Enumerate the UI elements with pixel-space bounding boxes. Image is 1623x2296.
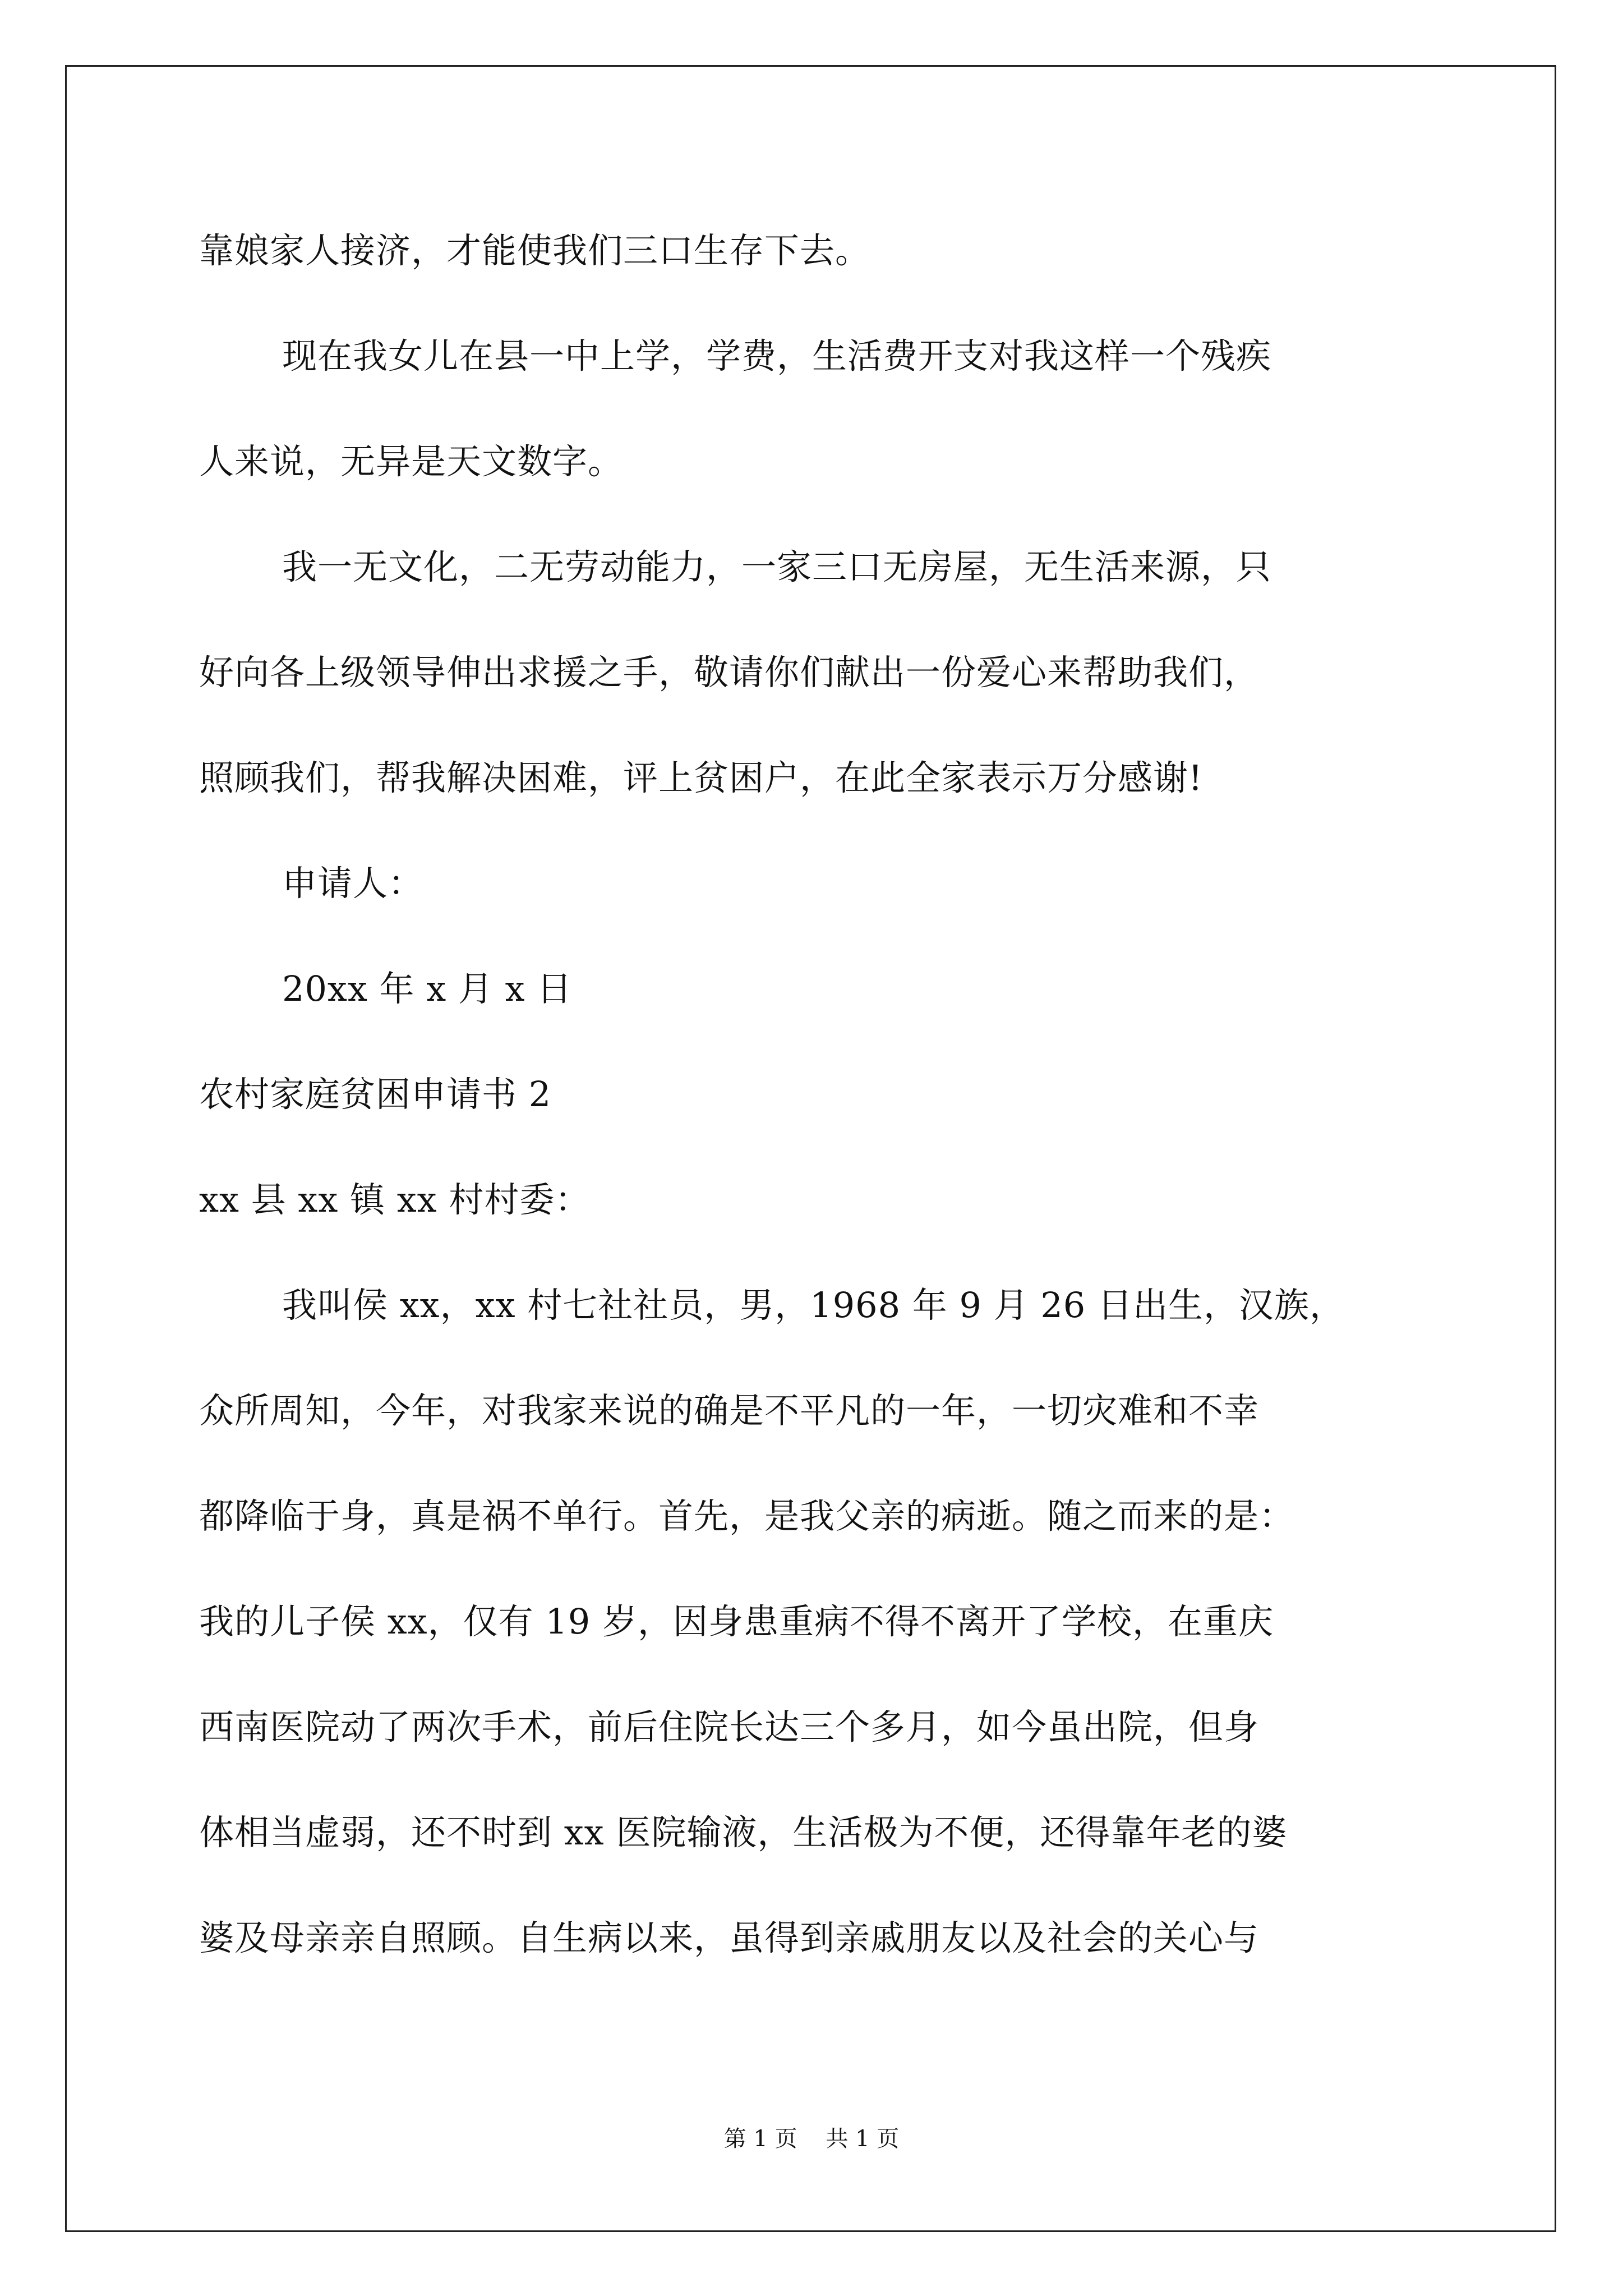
text-line: 众所周知，今年，对我家来说的确是不平凡的一年，一切灾难和不幸 <box>199 1390 1260 1431</box>
text-line: 都降临于身，真是祸不单行。首先，是我父亲的病逝。随之而来的是： <box>199 1496 1295 1536</box>
text-line: 我的儿子侯 xx，仅有 19 岁，因身患重病不得不离开了学校，在重庆 <box>199 1601 1274 1642</box>
date-line: 20xx 年 x 月 x 日 <box>282 968 573 1009</box>
page-border <box>65 65 1556 2232</box>
paragraph-line: 我一无文化，二无劳动能力，一家三口无房屋，无生活来源，只 <box>282 546 1272 587</box>
text-line: 体相当虚弱，还不时到 xx 医院输液，生活极为不便，还得靠年老的婆 <box>199 1812 1288 1853</box>
text-line: 人来说，无异是天文数字。 <box>199 441 624 482</box>
text-line: 婆及母亲亲自照顾。自生病以来，虽得到亲戚朋友以及社会的关心与 <box>199 1917 1260 1958</box>
paragraph-line: 我叫侯 xx，xx 村七社社员，男，1968 年 9 月 26 日出生，汉族， <box>282 1285 1345 1326</box>
page-number: 第 1 页 共 1 页 <box>723 2126 900 2152</box>
paragraph-line: 现在我女儿在县一中上学，学费，生活费开支对我这样一个残疾 <box>282 335 1272 376</box>
salutation: xx 县 xx 镇 xx 村村委： <box>199 1179 591 1220</box>
text-line: 西南医院动了两次手术，前后住院长达三个多月，如今虽出院，但身 <box>199 1706 1260 1747</box>
section-title: 农村家庭贫困申请书 2 <box>199 1074 552 1115</box>
text-line: 照顾我们，帮我解决困难，评上贫困户，在此全家表示万分感谢! <box>199 757 1203 798</box>
applicant-label: 申请人： <box>282 863 424 904</box>
text-line: 靠娘家人接济，才能使我们三口生存下去。 <box>199 230 871 271</box>
text-line: 好向各上级领导伸出求援之手，敬请你们献出一份爱心来帮助我们， <box>199 652 1260 693</box>
